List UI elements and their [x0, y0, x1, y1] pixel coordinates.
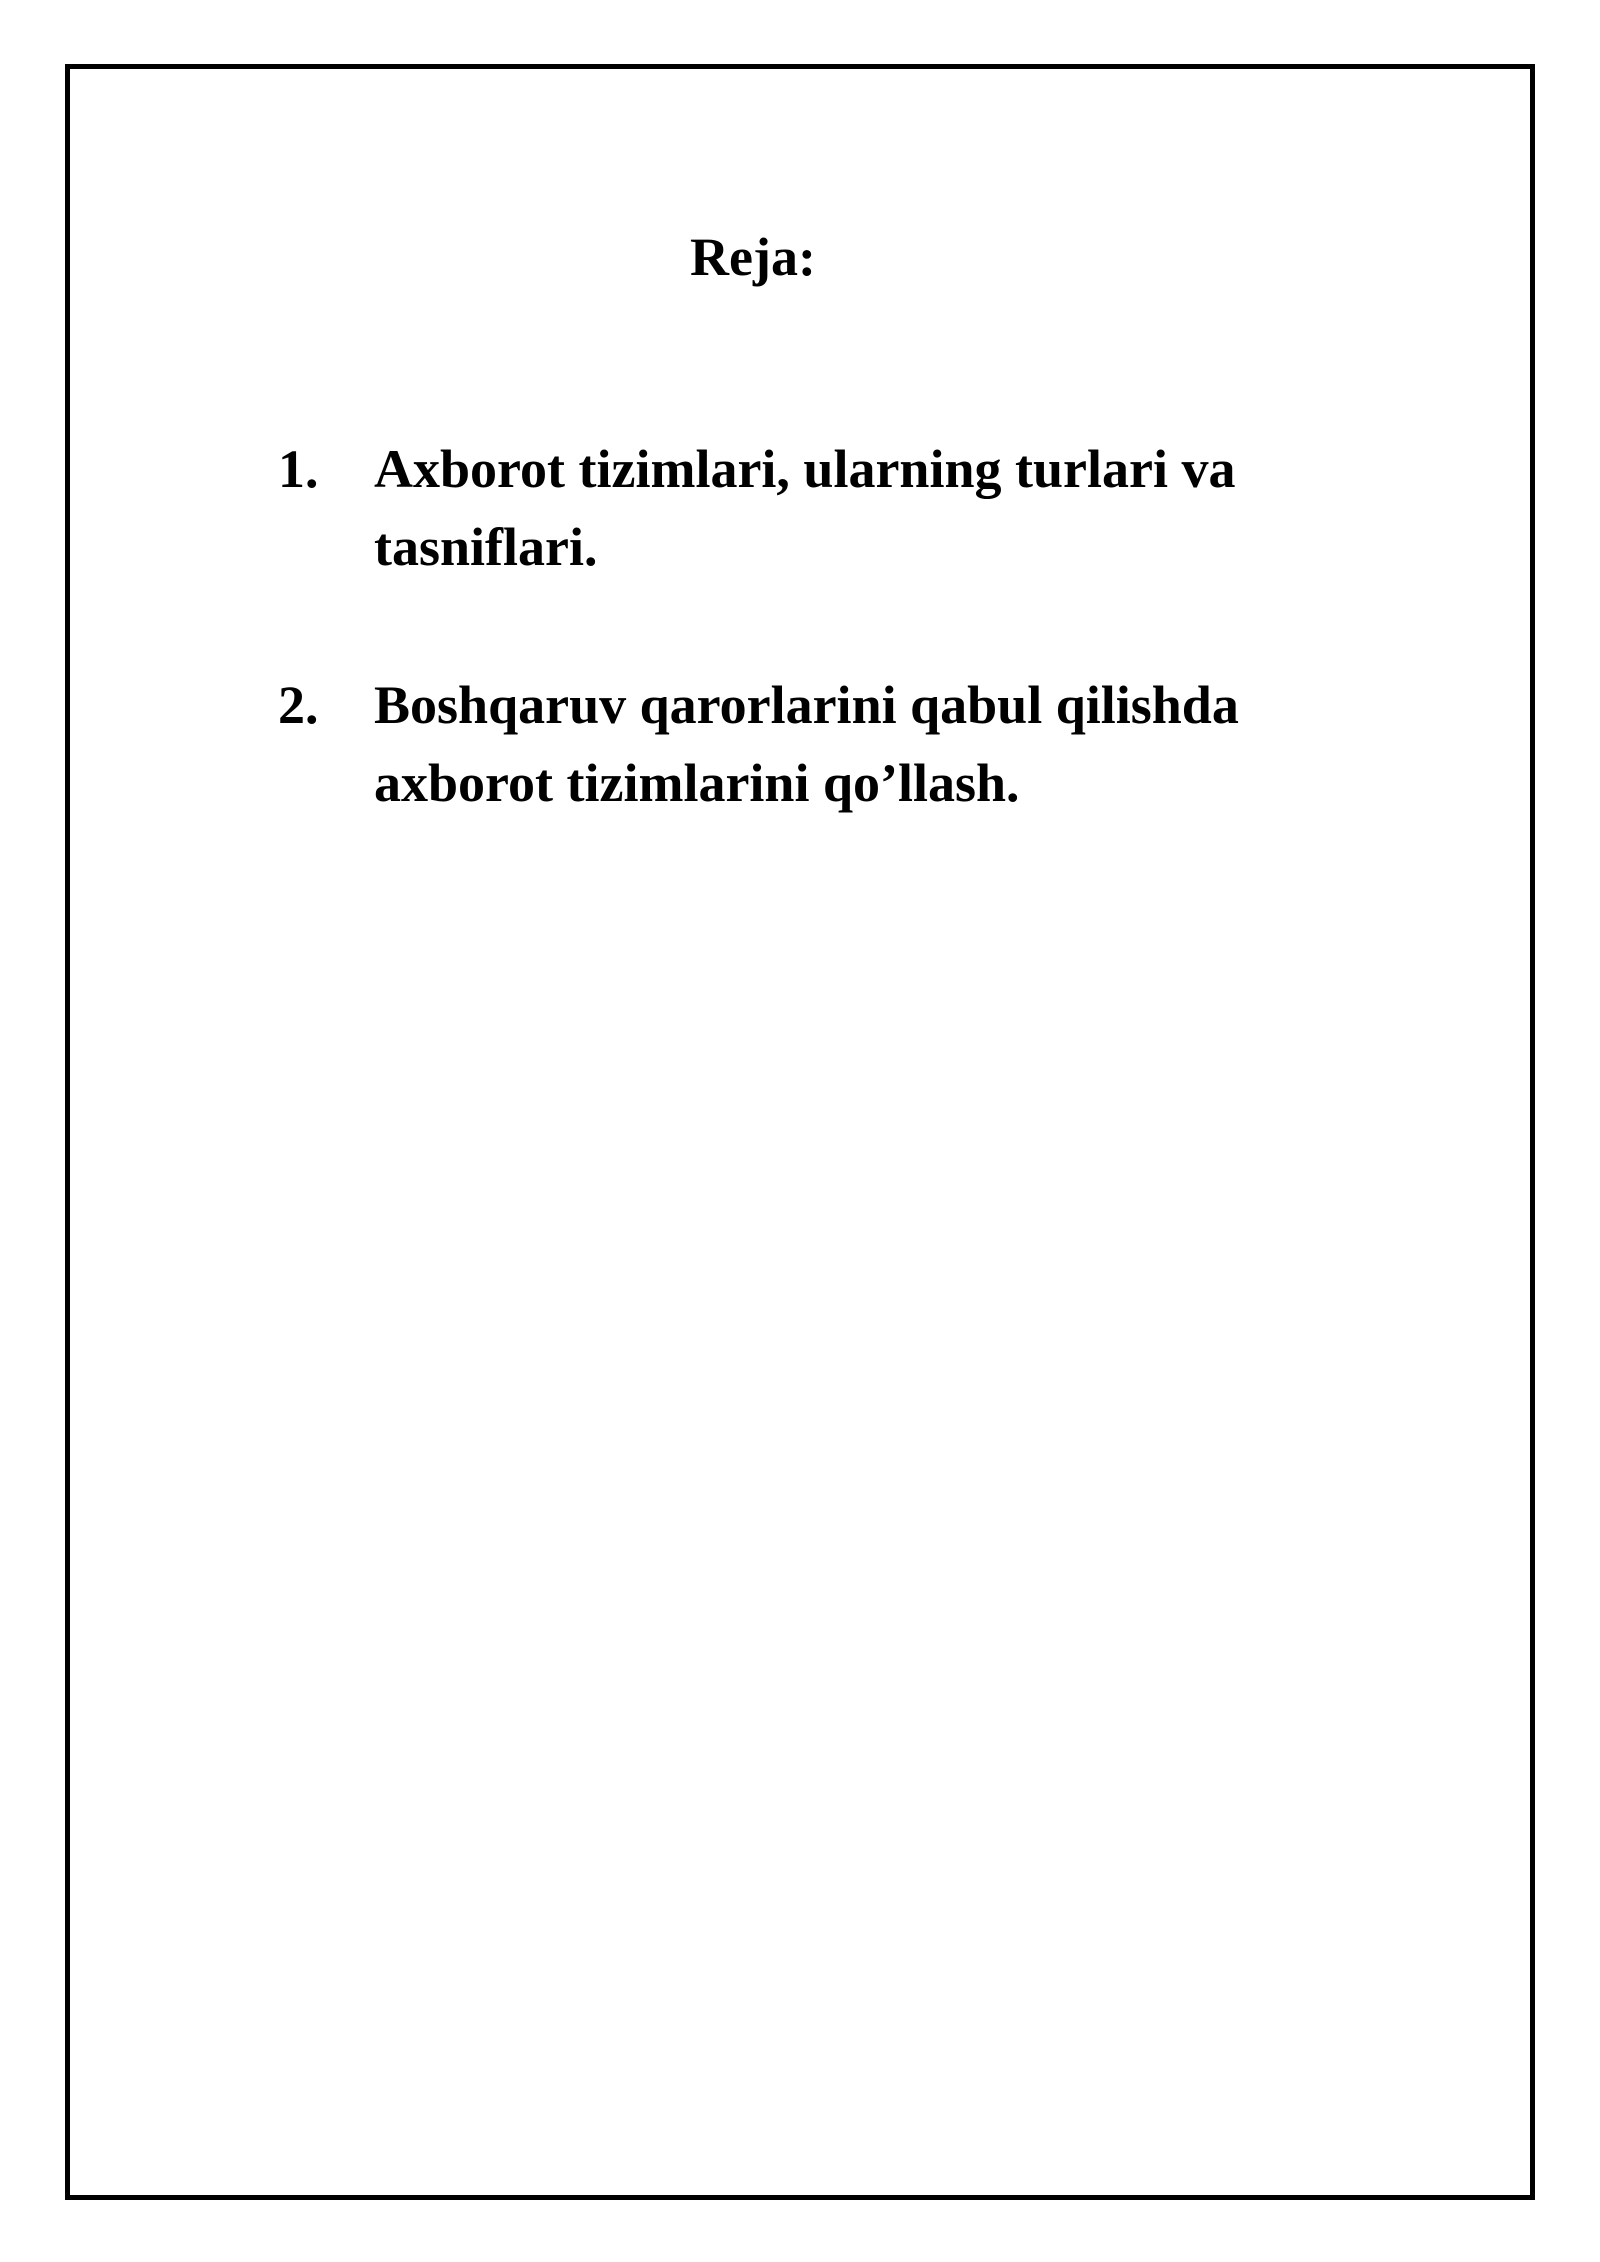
plan-item-text: Boshqaruv qarorlarini qabul qilishda axborot tizimlarini qo’llash. [374, 675, 1239, 813]
plan-list [278, 430, 1418, 902]
page-frame [65, 64, 1535, 2200]
plan-item-number: 2. [278, 675, 319, 735]
plan-item-1 [278, 430, 1418, 586]
plan-item-number: 1. [278, 439, 319, 499]
plan-item-text: Axborot tizimlari, ularning turlari va tasniflari. [374, 439, 1236, 577]
page-title: Reja: [690, 227, 816, 287]
plan-item-2 [278, 666, 1418, 822]
